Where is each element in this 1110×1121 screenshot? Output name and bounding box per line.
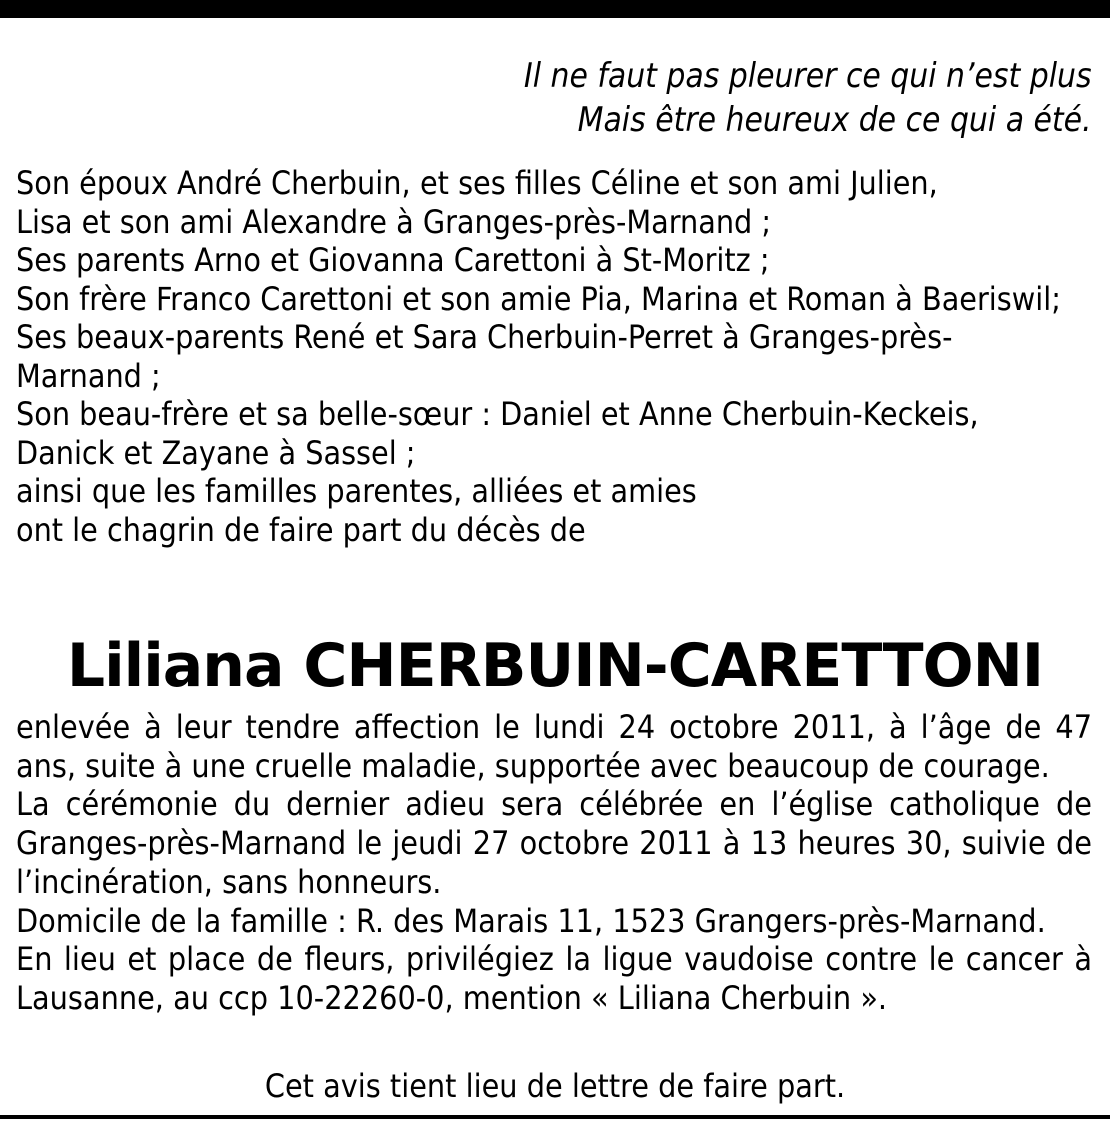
family-line: Son frère Franco Carettoni et son amie Pia, Marina et Roman à Baeriswil; [16, 279, 1061, 318]
family-line: Ses parents Arno et Giovanna Carettoni à St-Moritz ; [16, 241, 770, 279]
family-line: Danick et Zayane à Sassel ; [16, 433, 416, 472]
family-line: Son époux André Cherbuin, [16, 164, 411, 202]
notice-paragraph: La cérémonie du dernier adieu sera célébrée en l’église catholique de Granges-près-Marnand le jeudi 27 octobre 2011 à 13 heures 30, suivie de l’incinération, sans honneurs. [16, 785, 1092, 901]
notice-paragraph: enlevée à leur tendre affection le lundi 24 octobre 2011, à l’âge de 47 ans, suite à une cruelle maladie, supportée avec beaucoup de courage. [16, 708, 1092, 785]
family-line: ainsi que les familles parentes, alliées et amies [16, 472, 697, 510]
notice-paragraph: Domicile de la famille : R. des Marais 11, 1523 Grangers-près-Marnand. [16, 901, 1046, 940]
death-notice-body [16, 708, 1092, 1018]
family-line: Lisa et son ami Alexandre à Granges-près-Marnand ; [16, 202, 772, 241]
notice-paragraph: En lieu et place de fleurs, privilégiez la ligue vaudoise contre le cancer à Lausanne, au ccp 10-22260-0, mention « Liliana Cherbuin ». [16, 940, 1092, 1017]
family-line: et ses filles Céline et son ami Julien, [420, 164, 939, 202]
epigraph-quote [192, 54, 1092, 142]
closing-statement: Cet avis tient lieu de lettre de faire part. [264, 1067, 846, 1105]
epigraph-line-2: Mais être heureux de ce qui a été. [578, 100, 1092, 140]
family-line: ont le chagrin de faire part du décès de [16, 510, 586, 549]
family-line: Ses beaux-parents René et Sara Cherbuin-Perret à Granges-près- [16, 318, 953, 356]
deceased-name: Liliana CHERBUIN-CARETTONI [66, 631, 1044, 701]
bottom-border-rule [0, 1115, 1110, 1119]
family-line: Marnand ; [16, 356, 161, 395]
top-border-rule [0, 0, 1110, 18]
family-line: Son beau-frère et sa belle-sœur : Daniel et Anne Cherbuin-Keckeis, [16, 395, 979, 433]
epigraph-line-1: Il ne faut pas pleurer ce qui n’est plus [524, 56, 1092, 96]
family-announcement [16, 164, 1096, 549]
